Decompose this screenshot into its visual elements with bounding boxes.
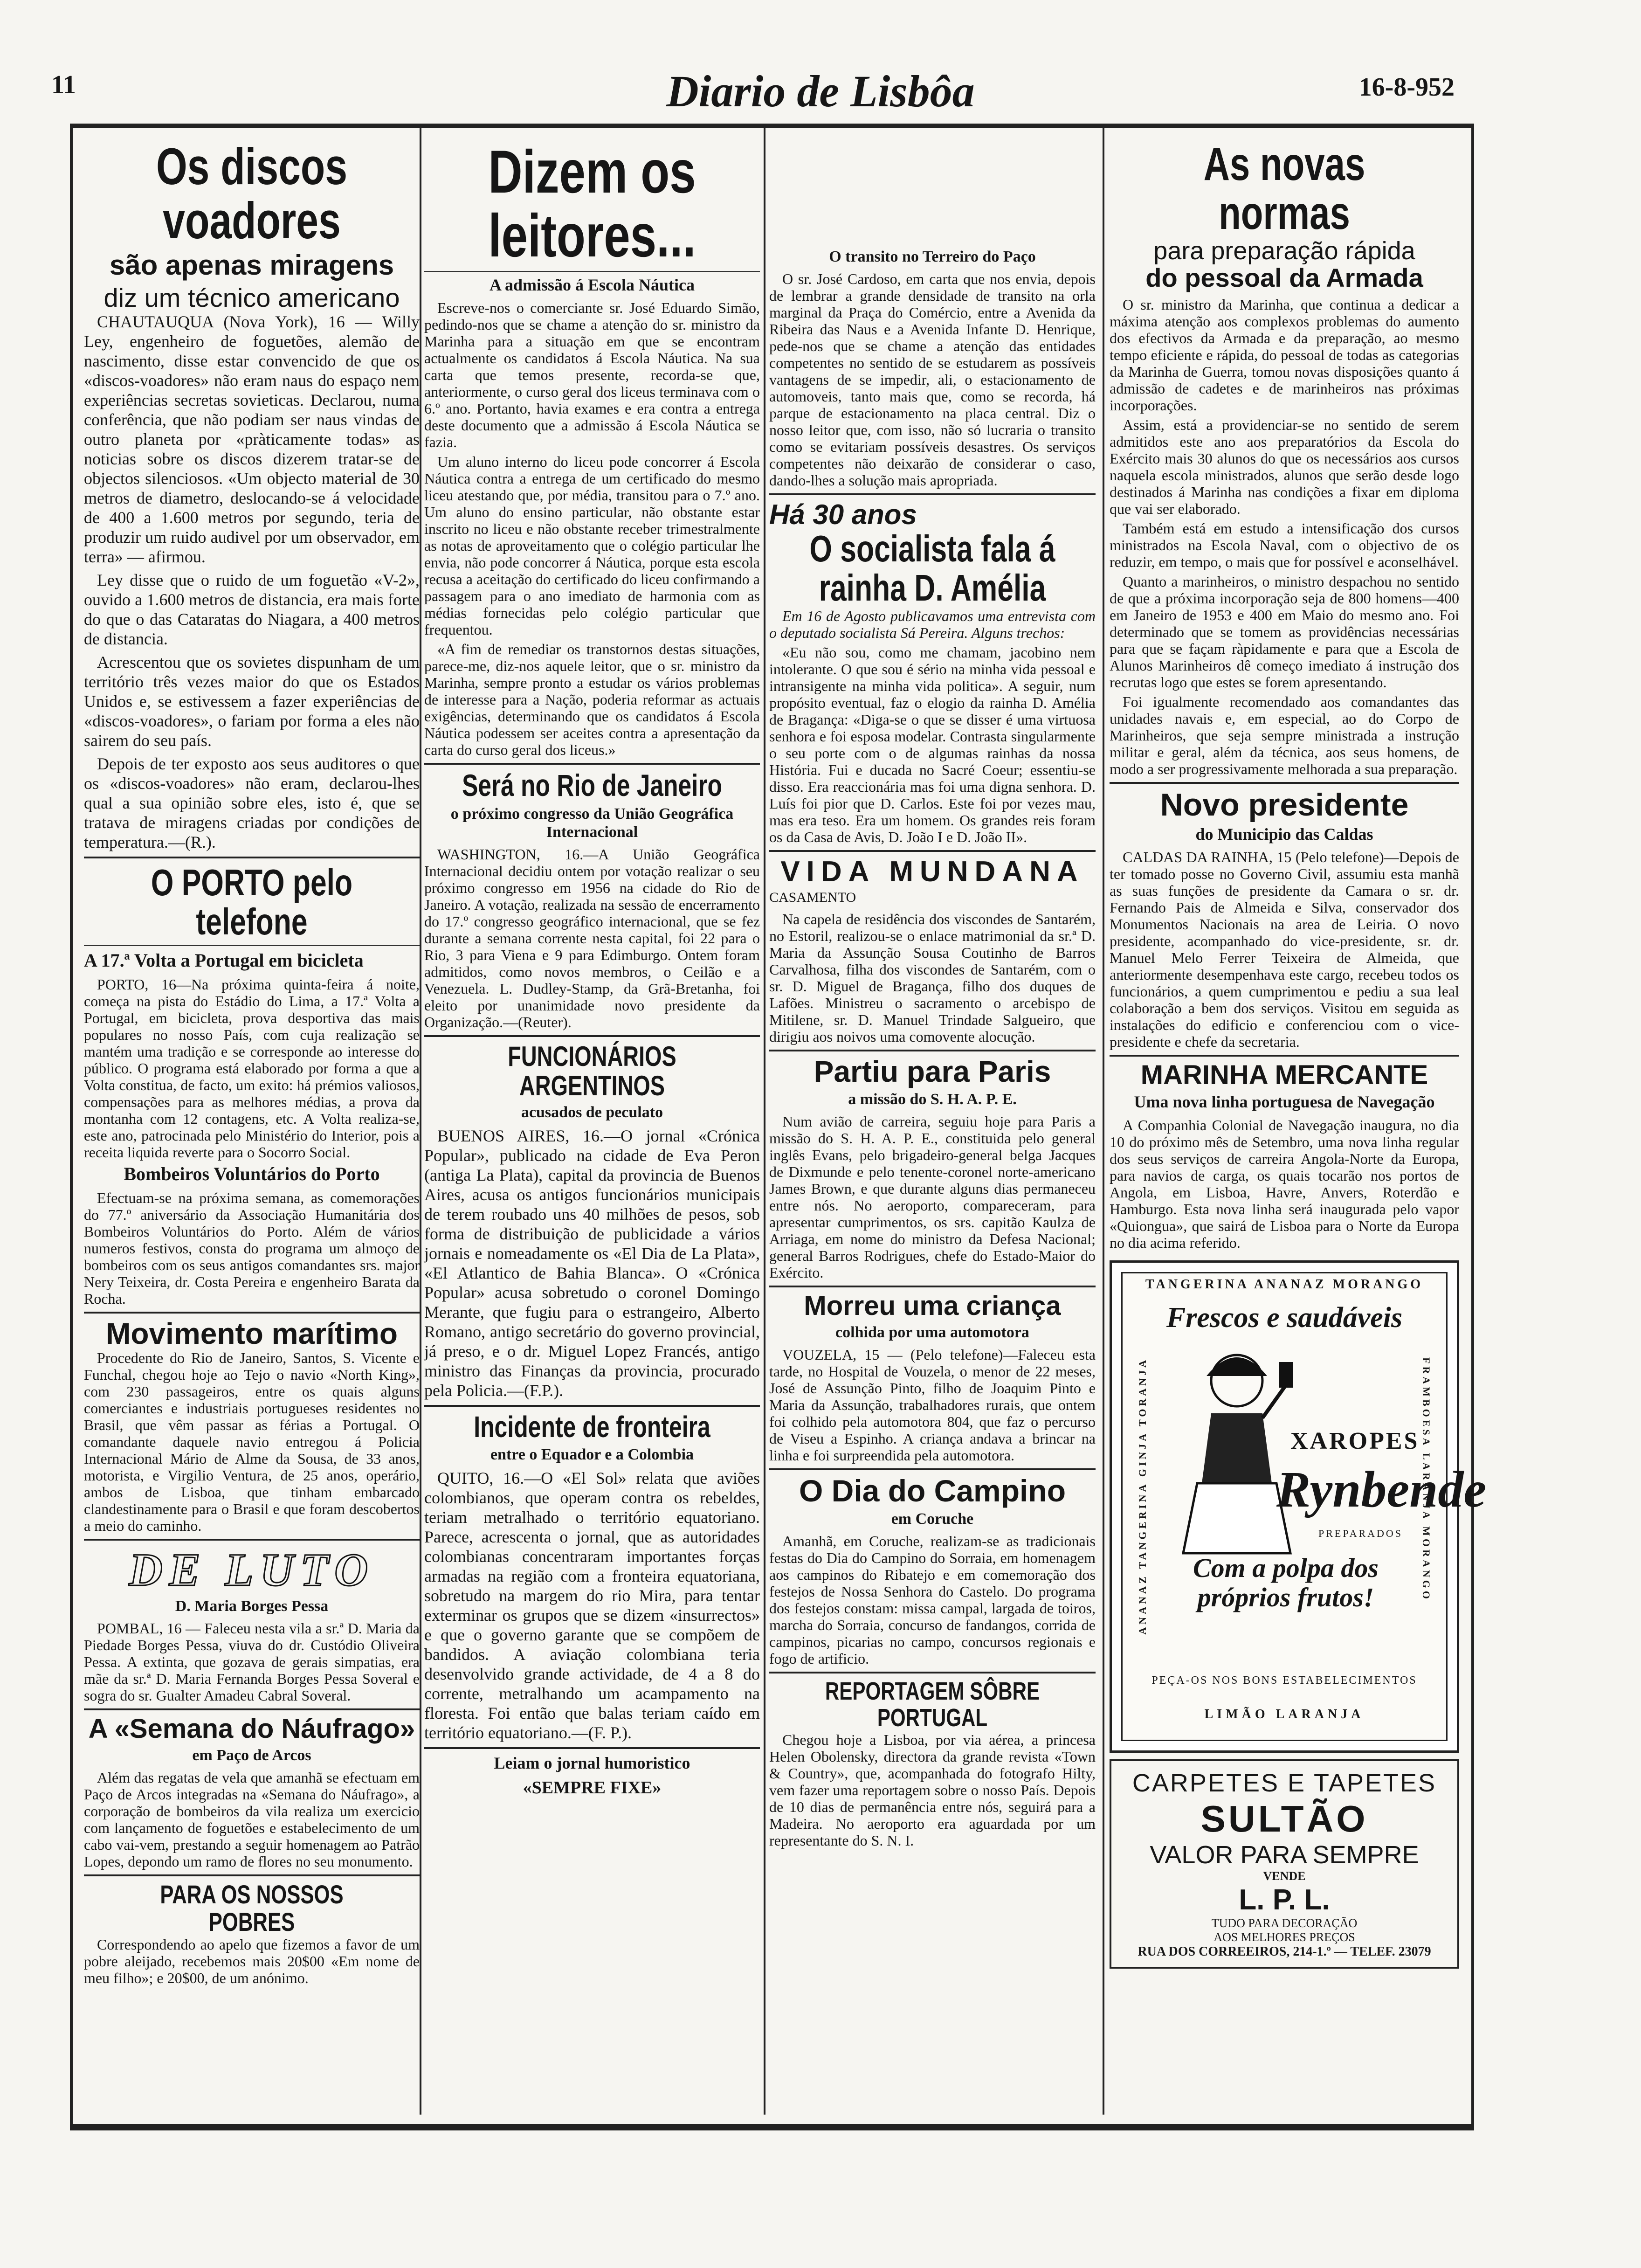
ad-line: VENDE — [1263, 1869, 1306, 1883]
article-subtitle: entre o Equador e a Colombia — [490, 1446, 694, 1464]
ad-side-text: FRAMBOESA LARANJA MORANGO — [1420, 1357, 1432, 1602]
article-paragraph: QUITO, 16.—O «El Sol» relata que aviões colombianos, que operam contra os rebeldes, teriam metralhado o território equatoriano. Parece, acrescenta o jornal, que as autoridades colombianas concentraram importantes forças armadas na região com a fronteira equatoriana, sobretudo na margem do rio Mira, para tentar exterminar os grupos que se dizem «insurrectos» e que o governo garante que se compõem de bandidos. A aviação colombiana teria desenvolvido grande actividade, de 4 a 8 do corrente, metralhando um acampamento na floresta. Foi então que balas teriam caído em território equatoriano.—(F. P.). — [424, 1469, 760, 1742]
article-title: PARA OS NOSSOS POBRES — [160, 1880, 344, 1936]
ad-border-text: TANGERINA ANANAZ MORANGO — [1145, 1277, 1424, 1292]
article-paragraph: A Companhia Colonial de Navegação inaugura, no dia 10 do próximo mês de Setembro, uma nova linha regular dos seus serviços de carreira Angola-Norte da Europa, para navios de carga, os quais tocarão nos portos de Angola, em Lisboa, Havre, Anvers, Roterdão e Hamburgo. Esta nova linha será inaugurada pelo vapor «Quiongua», que sairá de Lisboa para o Norte da Europa no dia acima referido. — [1110, 1116, 1459, 1251]
article-paragraph: Procedente do Rio de Janeiro, Santos, S. Vicente e Funchal, chegou hoje ao Tejo o navio «North King», com 230 passageiros, entre os quais alguns comerciantes e industriais portugueses residentes no Brasil, que vêm passar as férias a Portugal. O comandante daquele navio entregou á Policia Internacional Mário de Alme da Sousa, de 33 anos, motorista, e Virgilio Ventura, de 25 anos, operário, ambos de Lisboa, que tinham embarcado clandestinamente para o Brasil e que foram descobertos a meio do caminho. — [84, 1349, 420, 1534]
ad-brand: SULTÃO — [1200, 1798, 1368, 1839]
article-title: REPORTAGEM SÔBRE PORTUGAL — [825, 1677, 1040, 1732]
ad-line: TUDO PARA DECORAÇÃO — [1211, 1916, 1358, 1930]
ad-line: L. P. L. — [1239, 1883, 1330, 1916]
article-title: Novo presidente — [1160, 787, 1409, 823]
article-paragraph: Além das regatas de vela que amanhã se efectuam em Paço de Arcos integradas na «Semana do Náufrago», a corporação de bombeiros da vila realiza um exercicio com lançamento de foguetões e estabelecimento de um cabo vai-vem, prestando a seguir homenagem ao Patrão Lopes, depondo um ramo de flores no seu monumento. — [84, 1769, 420, 1870]
article-paragraph: «Eu não sou, como me chamam, jacobino nem intolerante. O que sou é sério na minha vida pessoal e intransigente na minha vida politica». A seguir, num propósito eventual, faz o elogio da rainha D. Amélia de Bragança: «Diga-se o que se disser é uma virtuosa senhora e foi esposa modelar. Contrasta singularmente o seu porte com o de algumas rainhas da nossa História. Fui e ducada no Sacré Coeur; essentiu-se disso. Era reaccionária mas foi uma digna senhora. D. Luís foi pior que D. Carlos. Este foi por vezes mau, mas era teso. Era um homem. Os grandes reis foram os da Casa de Avis, D. João I e D. João II». — [769, 644, 1096, 846]
column-3 — [769, 245, 1096, 1852]
article-paragraph: Assim, está a providenciar-se no sentido de serem admitidos este ano aos preparatórios da Escola do Exército mais 30 alunos do que os necessários aos cursos naquela escola ministrados, alunos que serão desde logo destinados á Marinha nas condições a fixar em diploma que vai ser elaborado. — [1110, 416, 1459, 518]
article-subtitle: Bombeiros Voluntários do Porto — [124, 1163, 380, 1184]
footer-note: Leiam o jornal humoristico — [494, 1754, 690, 1773]
article-title: MARINHA MERCANTE — [1140, 1060, 1428, 1091]
article-subtitle: A 17.ª Volta a Portugal em bicicleta — [84, 949, 364, 971]
page-number: 11 — [51, 70, 76, 99]
article-subtitle: em Paço de Arcos — [192, 1746, 311, 1764]
column-1 — [84, 140, 420, 1989]
article-paragraph: Quanto a marinheiros, o ministro despachou no sentido de que a próxima incorporação seja de 800 homens—400 em Janeiro de 1953 e 400 em Maio do mesmo ano. Foi determinado que se tomem as providências necessárias para que se façam ràpidamente e para que a Escola de Alunos Marinheiros dê começo imediato á instrução dos recrutas logo que estes se forem apresentando. — [1110, 573, 1459, 691]
article-title: Dizem os leitores... — [488, 138, 696, 270]
article-subtitle: em Coruche — [891, 1510, 974, 1528]
article-title: Os discos voadores — [156, 138, 348, 249]
article-paragraph: PORTO, 16—Na próxima quinta-feira á noite, começa na pista do Estádio do Lima, a 17.ª Volta a Portugal, em bicicleta, prova desportiva das mais populares no nosso País, com cuja realização se mantém uma tradição e se corresponde ao interesse do público. O programa está elaborado por forma a que a Volta constitua, de facto, um exito: há prémios valiosos, compensações para as melhores médias, a prova da montanha com 12 contagens, etc. A Volta realiza-se, este ano, patrocinada pelo Ministério do Interior, pois a receita liquida reverte para o Socorro Social. — [84, 975, 420, 1161]
article-subtitle: D. Maria Borges Pessa — [175, 1597, 329, 1615]
ad-prep: PREPARADOS — [1318, 1527, 1403, 1539]
footer-note: «SEMPRE FIXE» — [523, 1777, 662, 1798]
article-title: O Dia do Campino — [799, 1473, 1066, 1508]
ad-headline: Frescos e saudáveis — [1166, 1301, 1403, 1334]
article-subtitle: para preparação rápida — [1153, 237, 1415, 265]
article-paragraph: Um aluno interno do liceu pode concorrer á Escola Náutica contra a entrega de um certificado do mesmo liceu atestando que, por média, transitou para o 7.º ano. Um aluno do ensino particular, não obstante estar inscrito no liceu e não obstante receber trimestralmente as notas de aproveitamento que o colégio particular lhe envia, não pode concorrer á Náutica, porque esta escola recusa a aceitação do certificado do liceu confirmando a passagem para o ano imediato de harmonia com as médias fornecidas pelo colégio particular que frequentou. — [424, 453, 760, 638]
ad-side-text: ANANAZ TANGERINA GINJA TORANJA — [1137, 1357, 1148, 1635]
article-title: A «Semana do Náufrago» — [88, 1714, 415, 1744]
article-paragraph: O sr. José Cardoso, em carta que nos envia, depois de lembrar a grande densidade de transito na orla marginal da Praça do Comércio, entre a Avenida da Ribeira das Naus e a Avenida Infante D. Henrique, pede-nos que se chame a atenção das entidades competentes no sentido de se estudarem as possíveis vantagens de se impedir, ali, o estacionamento de automoveis, tanto mais que, como se recorda, há parque de estacionamento na placa central. Diz o nosso leitor que, com isso, não só lucraria o transito como se evitariam possíveis desastres. Os serviços competentes não deixarão de considerar o caso, dando-lhes a solução mais apropriada. — [769, 270, 1096, 489]
ad-line: VALOR PARA SEMPRE — [1150, 1840, 1419, 1869]
article-paragraph: Efectuam-se na próxima semana, as comemorações do 77.º aniversário da Associação Humanitária dos Bombeiros Voluntários do Porto. Além de vários numeros festivos, consta do programa um almoço de bombeiros com os seus antigos comandantes srs. major Nery Teixeira, dr. Costa Pereira e engenheiro Barata da Rocha. — [84, 1189, 420, 1307]
article-paragraph: POMBAL, 16 — Faleceu nesta vila a sr.ª D. Maria da Piedade Borges Pessa, viuva do dr. Custódio Oliveira Pessa. A extinta, que gozava de gerais simpatias, era mãe da sr.ª D. Maria Fernanda Borges Pessa Soveral e sogra do sr. Gualter Amadeu Cabral Soveral. — [84, 1620, 420, 1704]
issue-date: 16-8-952 — [1358, 73, 1455, 102]
article-intro: Em 16 de Agosto publicavamos uma entrevista com o deputado socialista Sá Pereira. Alguns trechos: — [769, 608, 1096, 642]
article-paragraph: O sr. ministro da Marinha, que continua a dedicar a máxima atenção aos complexos problemas do aumento dos efectivos da Armada e da preparação, ao mesmo tempo eficiente e rápida, do pessoal de todas as categorias da Marinha de Guerra, tomou novas disposições quanto á admissão de cadetes e de marinheiros nas próximas incorporações. — [1110, 296, 1459, 414]
xaropes-advertisement — [1110, 1260, 1487, 1753]
article-paragraph: Correspondendo ao apelo que fizemos a favor de um pobre aleijado, recebemos mais 20$00 «Em nome de meu filho»; e 20$00, de um anónimo. — [84, 1936, 420, 1986]
ad-brand: Rynbende — [1276, 1460, 1487, 1518]
article-title: O PORTO pelo telefone — [151, 861, 353, 942]
article-title: O socialista fala á rainha D. Amélia — [809, 528, 1055, 609]
article-paragraph: Num avião de carreira, seguiu hoje para Paris a missão do S. H. A. P. E., constituida pelo general inglês Evans, pelo brigadeiro-general belga Jacques de Dixmunde e pelo tenente-coronel norte-americano James Brown, e que durante alguns dias permaneceu entre nós. No aeroporto, compareceram, para apresentar cumprimentos, os srs. capitão Kaulza de Arriaga, em nome do ministro da Defesa Nacional; general Barros Rodrigues, chefe do Estado-Maior do Exército. — [769, 1113, 1096, 1281]
girl-illustration-icon — [1179, 1343, 1295, 1558]
ad-line: RUA DOS CORREEIROS, 214-1.º — TELEF. 23079 — [1138, 1944, 1431, 1959]
article-subtitle: colhida por uma automotora — [835, 1323, 1029, 1341]
article-paragraph: Acrescentou que os sovietes dispunham de um território três vezes maior do que os Estados Unidos e, se estivessem a fazer experiências de «discos-voadores», o fariam por forma a eles não sairem do seu país. — [84, 652, 420, 750]
article-paragraph: CALDAS DA RAINHA, 15 (Pelo telefone)—Depois de ter tomado posse no Governo Civil, assumiu esta manhã as suas funções de presidente da Camara o sr. dr. Fernando Pais de Almeida e Silva, conservador dos Monumentos Nacionais na area de Leiria. O novo presidente, acompanhado do vice-presidente, sr. dr. Manuel Melo Ferrer Teixeira de Almeida, que anteriormente desempenhava este cargo, recebeu todos os funcionários, a quem cumprimentou e pediu a sua leal colaboração a bem dos serviços. Visitou em seguida as instalações do edificio e conferenciou com o vice-presidente e chefe da secretaria. — [1110, 849, 1459, 1051]
ad-product: XAROPES — [1290, 1427, 1420, 1454]
article-title: Partiu para Paris — [814, 1054, 1051, 1088]
article-title: Será no Rio de Janeiro — [462, 768, 722, 803]
article-subtitle: CASAMENTO — [769, 890, 856, 906]
column-divider — [420, 128, 421, 2115]
article-title: DE LUTO — [129, 1543, 375, 1596]
article-subtitle: Uma nova linha portuguesa de Navegação — [1134, 1093, 1435, 1112]
article-subtitle: a missão do S. H. A. P. E. — [848, 1090, 1017, 1108]
article-title: FUNCIONÁRIOS ARGENTINOS — [508, 1040, 676, 1101]
column-divider — [1103, 128, 1104, 2115]
carpetes-advertisement — [1110, 1759, 1459, 1969]
article-subtitle: O transito no Terreiro do Paço — [829, 248, 1036, 265]
article-paragraph: Ley disse que o ruido de um foguetão «V-2», ouvido a 1.600 metros de distancia, era mais forte do que o das Cataratas do Niagara, a 400 metros de distancia. — [84, 570, 420, 648]
article-title: Movimento marítimo — [106, 1316, 398, 1350]
article-paragraph: Foi igualmente recomendado aos comandantes das unidades navais e, em especial, ao do Corpo de Marinheiros, que seja sempre ministrada a instrução militar e geral, além da técnica, aos seus homens, de modo a ser progressivamente melhorada a sua preparação. — [1110, 693, 1459, 778]
ad-slogan: Com a polpa dos próprios frutos! — [1193, 1552, 1379, 1613]
article-subtitle: do Municipio das Caldas — [1195, 824, 1373, 844]
article-paragraph: «A fim de remediar os transtornos destas situações, parece-me, diz-nos aquele leitor, que o sr. ministro da Marinha, sempre pronto a estudar os vários problemas de interesse para a Nação, poderia reformar as actuais exigências, determinando que os candidatos á Escola Náutica podessem ser aceites contra a apresentação da carta do curso geral dos liceus.» — [424, 641, 760, 759]
article-subtitle: A admissão á Escola Náutica — [489, 276, 695, 294]
article-subtitle: o próximo congresso da União Geográfica Internacional — [450, 805, 734, 841]
article-subtitle: acusados de peculato — [521, 1103, 663, 1121]
article-paragraph: WASHINGTON, 16.—A União Geográfica Internacional decidiu ontem por votação realizar o seu próximo congresso em 1956 na cidade do Rio de Janeiro. A votação, realizada na sessão de encerramento do 17.º congresso geográfico internacional, que se fez durante a semana corrente nesta capital, foi 22 para o Rio, 3 para Viena e 9 para Edimburgo. Ontem foram admitidos, como novos membros, o Ceilão e a Venezuela. L. Dudley-Stamp, da Grã-Bretanha, foi eleito por unanimidade novo presidente da Organização.—(Reuter). — [424, 845, 760, 1030]
ad-line: AOS MELHORES PREÇOS — [1214, 1930, 1355, 1944]
article-paragraph: Na capela de residência dos viscondes de Santarém, no Estoril, realizou-se o enlace matrimonial da sr.ª D. Maria da Assunção Sousa Coutinho de Barros Carvalhosa, filha dos viscondes de Santarém, com o sr. D. Miguel de Bragança, filho dos duques de Lafões. Ministreu o sacramento o arcebispo de Mitilene, sr. D. Manuel Trindade Salgueiro, que dirigiu aos noivos uma comovente alocução. — [769, 910, 1096, 1045]
article-paragraph: Chegou hoje a Lisboa, por via aérea, a princesa Helen Obolensky, directora da grande revista «Town & Country», que, acompanhada do fotografo Hilty, vem fazer uma reportagem sobre o nosso País. Depois de 10 dias de permanência entre nós, seguirá para a Madeira. No aeroporto era aguardada por um representante do S. N. I. — [769, 1731, 1096, 1849]
article-paragraph: Amanhã, em Coruche, realizam-se as tradicionais festas do Dia do Campino do Sorraia, em homenagem aos campinos do Ribatejo e em comemoração dos festejos de Nossa Senhora do Castelo. Do programa dos festejos constam: missa campal, largada de toiros, marcha do Sorraia, concurso de fandangos, corrida de campinos, picarias no campo, concursos regionais e fogo de artificio. — [769, 1533, 1096, 1667]
article-subtitle: são apenas miragens — [109, 249, 394, 281]
article-paragraph: Também está em estudo a intensificação dos cursos ministrados na Escola Naval, com o objectivo de os reduzir, em tempo, o mais que for possível e aconselhável. — [1110, 520, 1459, 571]
article-paragraph: CHAUTAUQUA (Nova York), 16 — Willy Ley, engenheiro de foguetões, alemão de nascimento, disse estar convencido de que os «discos-voadores» não eram naus do espaço nem experiências secretas sovieticas. Declarou, numa conferência, que não podiam ser naus vindas de outro planeta por «pràticamente todas» as noticias sobre os discos dizerem tratar-se de objectos silenciosos. «Um objecto material de 30 metros de diametro, deslocando-se á velocidade de 400 a 1.600 metros por segundo, teria de produzir um ruido audivel por um observador, em terra» — afirmou. — [84, 312, 420, 566]
article-paragraph: Depois de ter exposto aos seus auditores o que os «discos-voadores» não eram, declarou-lhes qual a sua opinião sobre eles, isto é, que se tratava de miragens criadas por condições de temperatura.—(R.). — [84, 754, 420, 851]
article-paragraph: BUENOS AIRES, 16.—O jornal «Crónica Popular», publicado na cidade de Eva Peron (antiga La Plata), capital da provincia de Buenos Aires, acusa os antigos funcionários municipais de terem roubado uns 40 milhões de pesos, sob forma de distribuição de publicidade a vários jornais e nomeadamente os «El Dia de La Plata», «El Atlantico de Bahia Blanca». O «Crónica Popular» acusa sobretudo o coronel Domingo Merante, que fugiu para o estrangeiro, Alberto Romano, antigo secretário do governo provincial, já preso, e o dr. Miguel Lopez Francés, antigo ministro das Finanças da provincia, procurado pela Policia.—(F.P.). — [424, 1126, 760, 1400]
column-divider — [764, 128, 765, 2115]
article-paragraph: Escreve-nos o comerciante sr. José Eduardo Simão, pedindo-nos que se chame a atenção do sr. ministro da Marinha para a situação em que se encontram actualmente os candidatos á Escola Náutica. Na sua carta que temos presente, recorda-se que, anteriormente, o curso geral dos liceus terminava com o 6.º ano. Portanto, havia exames e era contra a entrega deste documento que a admissão á Escola Náutica se fazia. — [424, 299, 760, 451]
article-title: As novas normas — [1203, 138, 1365, 239]
article-subtitle: do pessoal da Armada — [1145, 263, 1423, 292]
article-paragraph: VOUZELA, 15 — (Pelo telefone)—Faleceu esta tarde, no Hospital de Vouzela, o menor de 22 meses, José de Assunção Pinto, filho de Joaquim Pinto e Maria da Assunção, trabalhadores rurais, que ontem foi colhido pela automotora 804, que faz o percurso de Viseu a Espinho. A criança andava a brincar na linha e foi surpreendida pela automotora. — [769, 1346, 1096, 1464]
article-title: VIDA MUNDANA — [780, 856, 1084, 888]
ad-border-text: LIMÃO LARANJA — [1204, 1707, 1365, 1722]
section-kicker: Há 30 anos — [769, 499, 917, 531]
article-kicker: diz um técnico americano — [103, 283, 400, 312]
column-2 — [424, 140, 760, 1803]
article-title: Incidente de fronteira — [474, 1410, 710, 1444]
masthead-title: Diario de Lisbôa — [666, 66, 975, 116]
article-title: Morreu uma criança — [804, 1290, 1061, 1321]
column-4 — [1110, 138, 1487, 1969]
ad-line: CARPETES E TAPETES — [1132, 1769, 1437, 1797]
ad-footer: PEÇA-OS NOS BONS ESTABELECIMENTOS — [1151, 1674, 1417, 1687]
